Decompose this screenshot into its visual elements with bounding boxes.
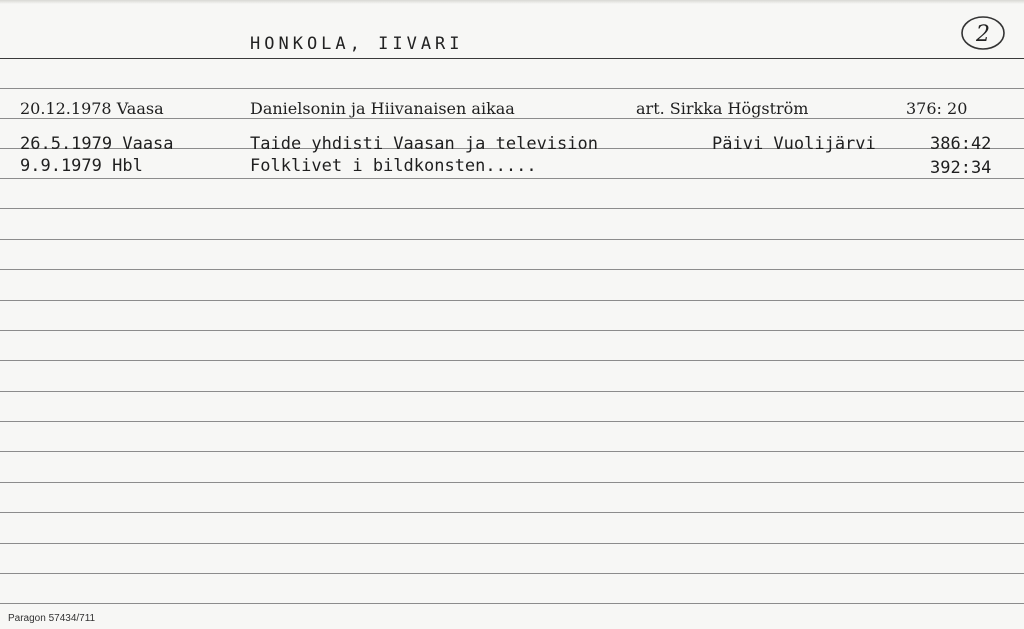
ruled-line (0, 573, 1024, 574)
ruled-line (0, 330, 1024, 331)
entry-3-title: Folklivet i bildkonsten..... (250, 156, 537, 176)
ruled-line (0, 603, 1024, 604)
ruled-line (0, 360, 1024, 361)
circled-number-badge (958, 14, 1006, 52)
entry-3-date: 9.9.1979 Hbl (20, 156, 143, 176)
ruled-line (0, 300, 1024, 301)
entry-2-author: Päivi Vuolijärvi (712, 134, 876, 154)
ruled-line (0, 118, 1024, 119)
entry-1-author: art. Sirkka Högström (636, 99, 809, 118)
card-title: HONKOLA, IIVARI (250, 34, 464, 54)
header-rule (0, 58, 1024, 59)
badge-number: 2 (976, 22, 990, 47)
ruled-line (0, 239, 1024, 240)
ruled-line (0, 482, 1024, 483)
circle-number-icon (958, 14, 1006, 52)
entry-1-title: Danielsonin ja Hiivanaisen aikaa (250, 99, 515, 118)
ruled-line (0, 178, 1024, 179)
card-footer: Paragon 57434/711 (8, 613, 96, 624)
entry-2-title: Taide yhdisti Vaasan ja television (250, 134, 598, 154)
entry-1-ref: 376: 20 (906, 99, 968, 118)
ruled-line (0, 391, 1024, 392)
card-top-edge (0, 0, 1024, 4)
ruled-line (0, 269, 1024, 270)
ruled-line (0, 88, 1024, 89)
entry-3-ref: 392:34 (930, 158, 992, 178)
ruled-line (0, 208, 1024, 209)
entry-2-ref: 386:42 (930, 134, 992, 154)
entry-2-date: 26.5.1979 Vaasa (20, 134, 174, 154)
ruled-line (0, 512, 1024, 513)
ruled-line (0, 421, 1024, 422)
ruled-line (0, 543, 1024, 544)
ruled-line (0, 451, 1024, 452)
entry-1-date: 20.12.1978 Vaasa (20, 99, 164, 118)
